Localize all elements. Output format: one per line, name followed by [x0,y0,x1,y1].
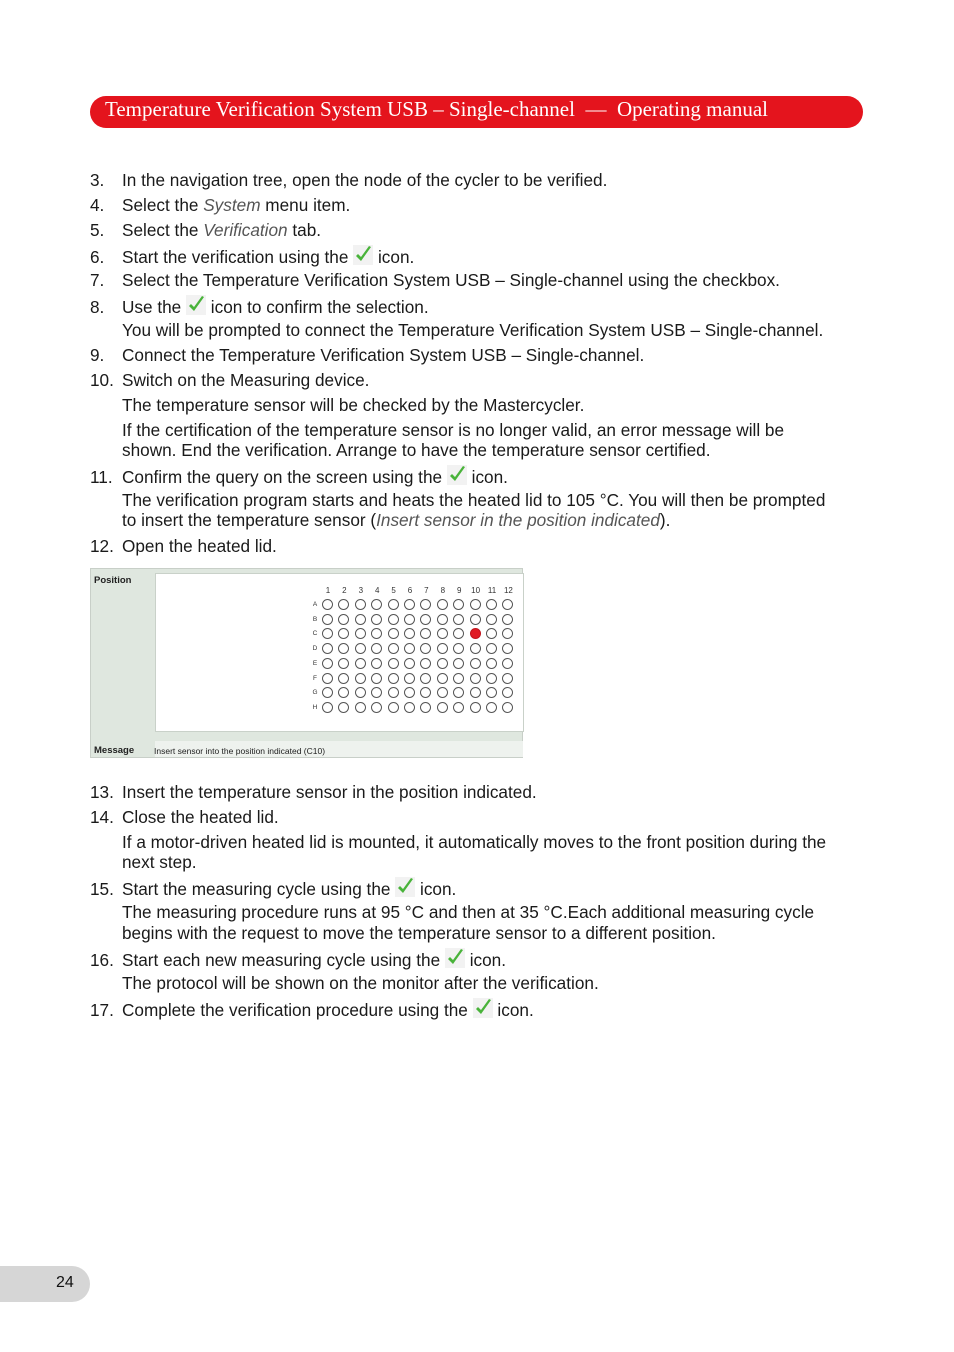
step-text: Insert the temperature sensor in the position indicated. [122,782,537,802]
step-number: 17. [90,1000,114,1020]
step-13 [90,782,537,802]
plate-well[interactable] [453,614,464,625]
plate-well[interactable] [437,702,448,713]
step-text: icon. [464,950,507,970]
plate-row-label: H [312,703,318,711]
menu-item-term: System [203,195,261,215]
plate-well[interactable] [404,599,415,610]
step-text: Use the [122,297,187,317]
plate-well[interactable] [470,599,481,610]
plate-column-label: 12 [503,586,513,595]
plate-well[interactable] [371,702,382,713]
header-bar [90,96,863,128]
step-text: Switch on the Measuring device. [122,370,370,390]
step-text: icon to confirm the selection. [206,297,429,317]
plate-well[interactable] [371,614,382,625]
step-5 [90,220,321,240]
position-label: Position [94,575,132,586]
checkmark-icon [447,465,467,485]
plate-well[interactable] [486,702,497,713]
plate-row-label: E [312,659,318,667]
plate-row-label: D [312,645,318,653]
plate-well[interactable] [355,643,366,654]
step-number: 13. [90,782,114,802]
step-text: In the navigation tree, open the node of the cycler to be verified. [122,170,608,190]
step-text: ). [659,510,671,530]
checkmark-icon [186,295,206,315]
plate-well[interactable] [322,702,333,713]
step-text: tab. [287,220,322,240]
plate-column-label: 8 [440,586,446,595]
plate-well[interactable] [404,673,415,684]
page-number: 24 [56,1274,74,1291]
plate-well[interactable] [404,702,415,713]
step-number: 12. [90,536,114,556]
step-number: 10. [90,370,114,390]
step-12 [90,536,277,556]
plate-row-label: C [312,630,318,638]
checkmark-icon [395,877,415,897]
step-text: Select the Temperature Verification System USB – Single-channel using the checkbox. [122,270,780,290]
step-text: Close the heated lid. [122,807,279,827]
plate-well[interactable] [437,658,448,669]
position-screenshot [90,568,523,758]
plate-well[interactable] [371,673,382,684]
plate-column-label: 5 [391,586,396,595]
plate-well[interactable] [437,614,448,625]
step-15-note: The measuring procedure runs at 95 °C and then at 35 °C.Each additional measuring cycle [122,902,815,922]
plate-well[interactable] [453,673,464,684]
step-text: Start the measuring cycle using the [122,879,396,899]
plate-column-label: 4 [374,586,380,595]
message-label: Message [94,745,135,756]
checkmark-icon [353,245,373,265]
plate-column-label: 9 [456,586,462,595]
step-11-note: The verification program starts and heats the heated lid to 105 °C. You will then be prompted [122,490,826,510]
step-number: 15. [90,879,114,899]
page-number-tab [0,1266,90,1302]
plate-well[interactable] [388,643,399,654]
plate-well[interactable] [404,614,415,625]
plate-well[interactable] [470,643,481,654]
plate-well[interactable] [470,687,481,698]
plate-well[interactable] [388,628,399,639]
plate-well[interactable] [388,673,399,684]
step-6 [90,245,414,267]
step-number: 5. [90,220,105,240]
plate-row-label: A [312,601,318,608]
plate-well[interactable] [355,658,366,669]
step-text: icon. [415,879,457,899]
step-10-note: shown. End the verification. Arrange to have the temperature sensor certified. [122,440,711,460]
step-10 [90,370,369,390]
step-10-note: The temperature sensor will be checked by the Mastercycler. [122,395,585,415]
message-term: Insert sensor in the position indicated [376,510,660,530]
page-title: Temperature Verification System USB – Single-channel — Operating manual [105,97,768,121]
plate-well[interactable] [322,673,333,684]
step-text: icon. [466,467,508,487]
plate-well[interactable] [453,658,464,669]
step-17 [90,998,534,1020]
plate-well[interactable] [322,599,333,610]
plate-well[interactable] [420,673,431,684]
step-10-note: If the certification of the temperature sensor is no longer valid, an error message will be [122,420,785,440]
step-15-note: begins with the request to move the temperature sensor to a different position. [122,923,716,943]
plate-column-label: 7 [424,586,429,595]
plate-column-label: 10 [471,586,481,595]
step-text: Open the heated lid. [122,536,277,556]
plate-well[interactable] [355,673,366,684]
plate-well[interactable] [486,599,497,610]
step-number: 14. [90,807,114,827]
step-number: 6. [90,247,105,267]
step-text: Complete the verification procedure using the [122,1000,473,1020]
step-number: 9. [90,345,105,365]
plate-well[interactable] [404,658,415,669]
plate-well[interactable] [388,687,399,698]
step-8-note: You will be prompted to connect the Temperature Verification System USB – Single-channel. [122,320,824,340]
step-text: Start each new measuring cycle using the [122,950,445,970]
plate-well[interactable] [437,687,448,698]
plate-row-label: F [313,674,317,682]
step-11-note [122,510,670,530]
plate-well[interactable] [437,599,448,610]
step-number: 11. [90,467,113,487]
step-16 [90,948,506,970]
step-number: 3. [90,170,105,190]
plate-well[interactable] [502,673,513,684]
step-text: to insert the temperature sensor ( [122,510,377,530]
plate-well[interactable] [388,614,399,625]
plate-well[interactable] [437,673,448,684]
plate-well[interactable] [486,673,497,684]
step-text: Select the [122,195,204,215]
step-text: menu item. [260,195,351,215]
step-3 [90,170,607,190]
plate-well[interactable] [355,687,366,698]
plate-row-label: B [312,615,318,623]
step-number: 4. [90,195,105,215]
plate-row-label: G [312,689,318,697]
plate-column-label: 2 [342,586,347,595]
plate-well[interactable] [322,658,333,669]
step-text: icon. [373,247,415,267]
step-16-note: The protocol will be shown on the monitor after the verification. [122,973,599,993]
checkmark-icon [445,948,465,968]
plate-well[interactable] [470,673,481,684]
plate-well[interactable] [355,702,366,713]
plate-well[interactable] [355,599,366,610]
tab-term: Verification [203,220,288,240]
step-9 [90,345,644,365]
step-text: Confirm the query on the screen using the [122,467,447,487]
step-8 [90,295,429,317]
step-14 [90,807,279,827]
plate-well[interactable] [338,673,349,684]
plate-well[interactable] [470,702,481,713]
plate-well[interactable] [388,658,399,669]
plate-column-label: 3 [358,586,364,595]
plate-well[interactable] [486,614,497,625]
step-14-note: If a motor-driven heated lid is mounted, it automatically moves to the front position during the [122,832,827,852]
plate-well[interactable] [453,702,464,713]
plate-well[interactable] [470,658,481,669]
plate-column-label: 1 [325,586,331,595]
checkmark-icon [473,998,493,1018]
plate-well[interactable] [388,702,399,713]
step-text: Connect the Temperature Verification System USB – Single-channel. [122,345,645,365]
step-number: 7. [90,270,105,290]
step-14-note: next step. [122,852,197,872]
step-number: 8. [90,297,105,317]
plate-column-label: 6 [407,586,413,595]
step-7 [90,270,780,290]
step-number: 16. [90,950,114,970]
step-11 [90,465,508,487]
plate-well[interactable] [355,614,366,625]
plate-well[interactable] [388,599,399,610]
plate-well-active[interactable] [470,628,481,639]
message-text: Insert sensor into the position indicated (C10) [154,746,326,756]
plate-well[interactable] [322,614,333,625]
step-15 [90,877,456,899]
plate-well[interactable] [371,658,382,669]
step-text: Start the verification using the [122,247,354,267]
step-text: icon. [492,1000,534,1020]
step-4 [90,195,350,215]
plate-well[interactable] [437,643,448,654]
step-text: Select the [122,220,204,240]
plate-well[interactable] [486,658,497,669]
plate-well[interactable] [470,614,481,625]
plate-column-label: 11 [487,586,497,595]
